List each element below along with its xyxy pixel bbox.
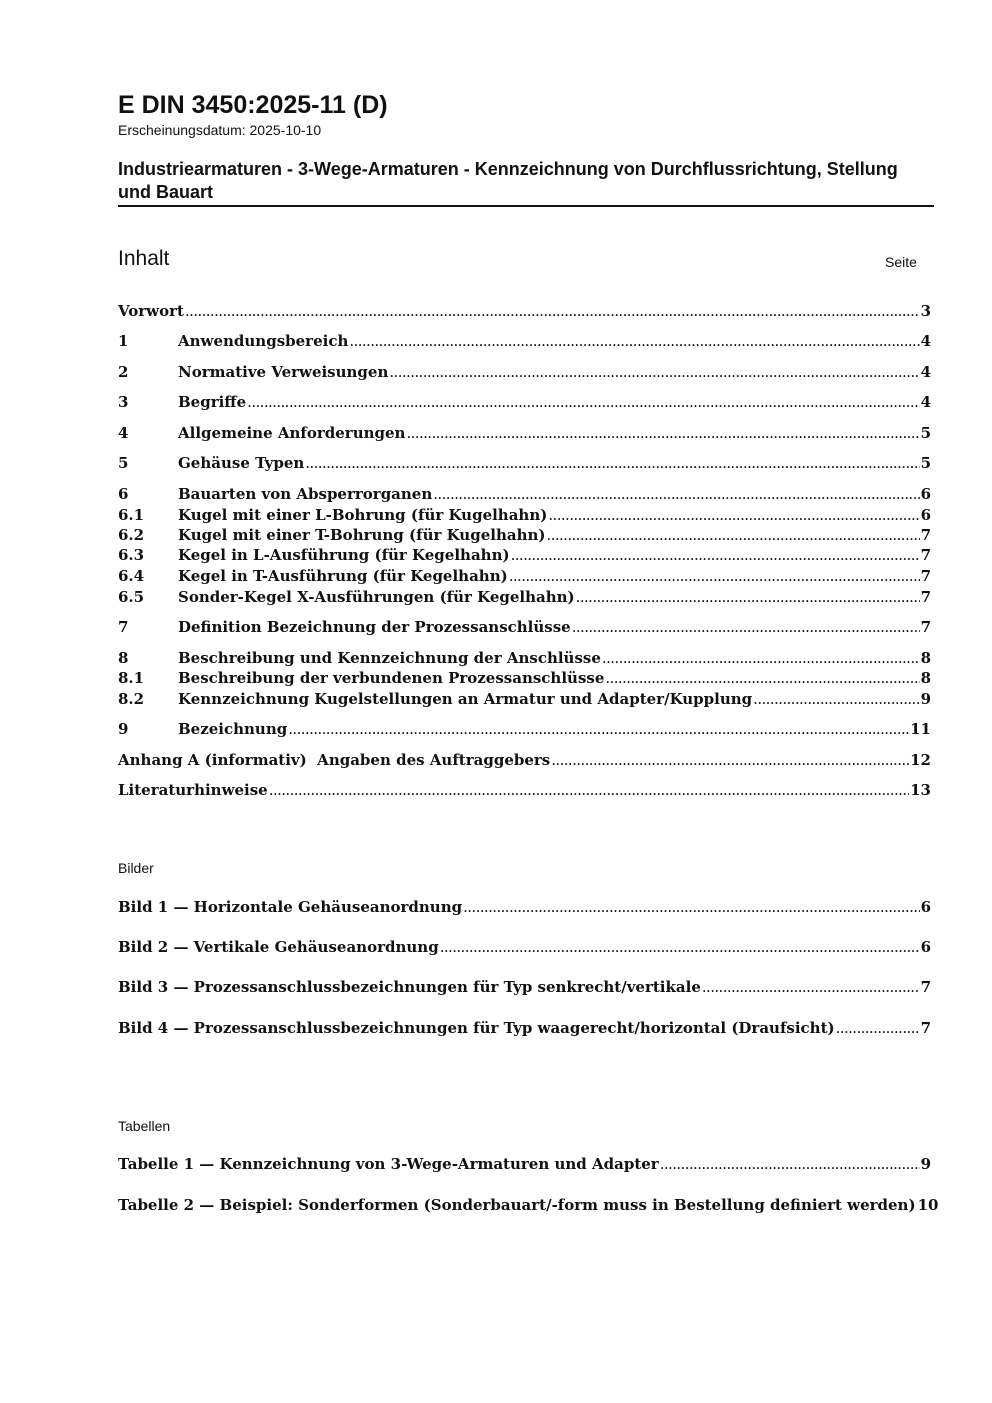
toc-leader-dots <box>660 1154 920 1175</box>
toc-leader-dots <box>836 1018 920 1039</box>
toc-leader-dots <box>702 977 920 998</box>
toc-leader-dots <box>511 545 920 566</box>
toc-leader-dots <box>463 897 919 918</box>
toc-entry-literaturhinweise[interactable] <box>118 780 931 801</box>
toc-entry-label: Anwendungsbereich <box>178 332 349 350</box>
figure-entry-page: 6 <box>920 898 931 916</box>
toc-leader-dots <box>406 423 919 444</box>
toc-leader-dots <box>551 750 909 771</box>
toc-entry-label: Kugel mit einer L-Bohrung (für Kugelhahn) <box>178 506 548 524</box>
toc-entry-anhang-a[interactable] <box>118 750 931 771</box>
toc-entry-page: 6 <box>920 485 931 503</box>
toc-entry-number: 6.2 <box>118 526 145 544</box>
figure-entry-label: Bild 1 — Horizontale Gehäuseanordnung <box>118 898 463 916</box>
figure-entry-page: 7 <box>920 1019 931 1037</box>
toc-leader-dots <box>576 587 920 608</box>
toc-entry-page: 4 <box>920 363 931 381</box>
toc-leader-dots <box>433 484 919 505</box>
toc-leader-dots <box>753 689 919 710</box>
toc-entry-number: 6.4 <box>118 567 145 585</box>
toc-leader-dots <box>305 453 919 474</box>
toc-leader-dots <box>389 362 919 383</box>
page-column-label: Seite <box>885 254 917 270</box>
toc-leader-dots <box>509 566 920 587</box>
toc-entry-number: 8 <box>118 649 129 667</box>
toc-leader-dots <box>185 301 920 322</box>
toc-entry-page: 3 <box>920 302 931 320</box>
toc-entry-number: 4 <box>118 424 129 442</box>
toc-entry-label: Begriffe <box>178 393 247 411</box>
toc-entry-page: 7 <box>920 546 931 564</box>
figure-entry-label: Bild 3 — Prozessanschlussbezeichnungen für Typ senkrecht/vertikale <box>118 978 701 996</box>
toc-entry-number: 9 <box>118 720 129 738</box>
toc-leader-dots <box>572 617 920 638</box>
toc-entry-page: 7 <box>920 588 931 606</box>
toc-entry-label: Bauarten von Absperrorganen <box>178 485 433 503</box>
toc-entry-label: Kegel in T-Ausführung (für Kegelhahn) <box>178 567 508 585</box>
toc-entry-vorwort[interactable] <box>118 301 931 322</box>
toc-entry-number: 5 <box>118 454 129 472</box>
toc-entry-page: 6 <box>920 506 931 524</box>
toc-entry-number: 7 <box>118 618 129 636</box>
toc-entry-page: 8 <box>920 649 931 667</box>
toc-entry-label: Beschreibung und Kennzeichnung der Anschlüsse <box>178 649 601 667</box>
publication-date: Erscheinungsdatum: 2025-10-10 <box>118 122 322 138</box>
toc-entry-label: Sonder-Kegel X-Ausführungen (für Kegelhahn) <box>178 588 575 606</box>
toc-entry-page: 7 <box>920 618 931 636</box>
toc-entry-6[interactable] <box>118 484 931 505</box>
table-entry-label: Tabelle 1 — Kennzeichnung von 3-Wege-Armaturen und Adapter <box>118 1155 659 1173</box>
table-entry-page: 9 <box>920 1155 931 1173</box>
figure-entry-page: 6 <box>920 938 931 956</box>
toc-entry-label: Literaturhinweise <box>118 781 268 799</box>
toc-leader-dots <box>269 780 909 801</box>
toc-leader-dots <box>602 648 920 669</box>
toc-entry-label: Vorwort <box>118 302 184 320</box>
toc-entry-number: 3 <box>118 393 129 411</box>
figures-heading: Bilder <box>118 860 154 876</box>
toc-entry-page: 8 <box>920 669 931 687</box>
document-id: E DIN 3450:2025-11 (D) <box>118 91 388 119</box>
toc-entry-label: Anhang A (informativ) Angaben des Auftraggebers <box>118 751 551 769</box>
toc-entry-label: Kugel mit einer T-Bohrung (für Kugelhahn) <box>178 526 546 544</box>
title-divider <box>118 205 934 207</box>
figure-entry-3[interactable] <box>118 977 931 998</box>
toc-entry-page: 4 <box>920 393 931 411</box>
table-entry-page: 10 <box>917 1196 939 1214</box>
figure-entry-2[interactable] <box>118 937 931 958</box>
table-entry-2[interactable] <box>118 1195 939 1216</box>
toc-leader-dots <box>247 392 919 413</box>
toc-entry-number: 2 <box>118 363 129 381</box>
toc-entry-label: Allgemeine Anforderungen <box>178 424 406 442</box>
toc-entry-label: Beschreibung der verbundenen Prozessanschlüsse <box>178 669 605 687</box>
contents-heading: Inhalt <box>118 247 170 270</box>
toc-entry-page: 11 <box>910 720 931 738</box>
toc-entry-number: 8.2 <box>118 690 145 708</box>
toc-entry-1[interactable] <box>118 331 931 352</box>
document-title: Industriearmaturen - 3-Wege-Armaturen - Kennzeichnung von Durchflussrichtung, Stellung und Bauart <box>118 159 898 202</box>
toc-entry-page: 7 <box>920 567 931 585</box>
toc-entry-6-5[interactable] <box>118 587 931 608</box>
toc-entry-5[interactable] <box>118 453 931 474</box>
figure-entry-label: Bild 4 — Prozessanschlussbezeichnungen für Typ waagerecht/horizontal (Draufsicht) <box>118 1019 835 1037</box>
toc-entry-page: 9 <box>920 690 931 708</box>
toc-leader-dots <box>440 937 920 958</box>
toc-entry-6-1[interactable] <box>118 505 931 526</box>
toc-entry-number: 1 <box>118 332 129 350</box>
toc-entry-page: 7 <box>920 526 931 544</box>
toc-entry-label: Kegel in L-Ausführung (für Kegelhahn) <box>178 546 510 564</box>
toc-entry-number: 6.5 <box>118 588 145 606</box>
toc-leader-dots <box>548 505 919 526</box>
toc-entry-label: Bezeichnung <box>178 720 288 738</box>
toc-entry-label: Kennzeichnung Kugelstellungen an Armatur und Adapter/Kupplung <box>178 690 753 708</box>
toc-entry-7[interactable] <box>118 617 931 638</box>
toc-entry-page: 13 <box>910 781 931 799</box>
tables-heading: Tabellen <box>118 1118 171 1134</box>
toc-entry-number: 8.1 <box>118 669 145 687</box>
figure-entry-4[interactable] <box>118 1018 931 1039</box>
table-entry-label: Tabelle 2 — Beispiel: Sonderformen (Sonderbauart/-form muss in Bestellung definiert werden) <box>118 1196 916 1214</box>
toc-entry-8-2[interactable] <box>118 689 931 710</box>
toc-leader-dots <box>605 668 919 689</box>
toc-entry-8[interactable] <box>118 648 931 669</box>
toc-entry-number: 6 <box>118 485 129 503</box>
toc-leader-dots <box>546 525 919 546</box>
toc-entry-8-1[interactable] <box>118 668 931 689</box>
toc-entry-label: Gehäuse Typen <box>178 454 305 472</box>
figure-entry-label: Bild 2 — Vertikale Gehäuseanordnung <box>118 938 439 956</box>
toc-entry-number: 6.3 <box>118 546 145 564</box>
toc-leader-dots <box>288 719 909 740</box>
figure-entry-1[interactable] <box>118 897 931 918</box>
toc-entry-label: Normative Verweisungen <box>178 363 389 381</box>
toc-entry-3[interactable] <box>118 392 931 413</box>
toc-entry-page: 4 <box>920 332 931 350</box>
toc-entry-page: 5 <box>920 424 931 442</box>
toc-entry-6-4[interactable] <box>118 566 931 587</box>
toc-entry-6-3[interactable] <box>118 545 931 566</box>
table-entry-1[interactable] <box>118 1154 931 1175</box>
figure-entry-page: 7 <box>920 978 931 996</box>
toc-entry-number: 6.1 <box>118 506 145 524</box>
toc-entry-2[interactable] <box>118 362 931 383</box>
toc-entry-4[interactable] <box>118 423 931 444</box>
toc-leader-dots <box>349 331 919 352</box>
toc-entry-page: 5 <box>920 454 931 472</box>
toc-entry-6-2[interactable] <box>118 525 931 546</box>
toc-entry-label: Definition Bezeichnung der Prozessanschlüsse <box>178 618 571 636</box>
toc-entry-9[interactable] <box>118 719 931 740</box>
toc-entry-page: 12 <box>910 751 931 769</box>
